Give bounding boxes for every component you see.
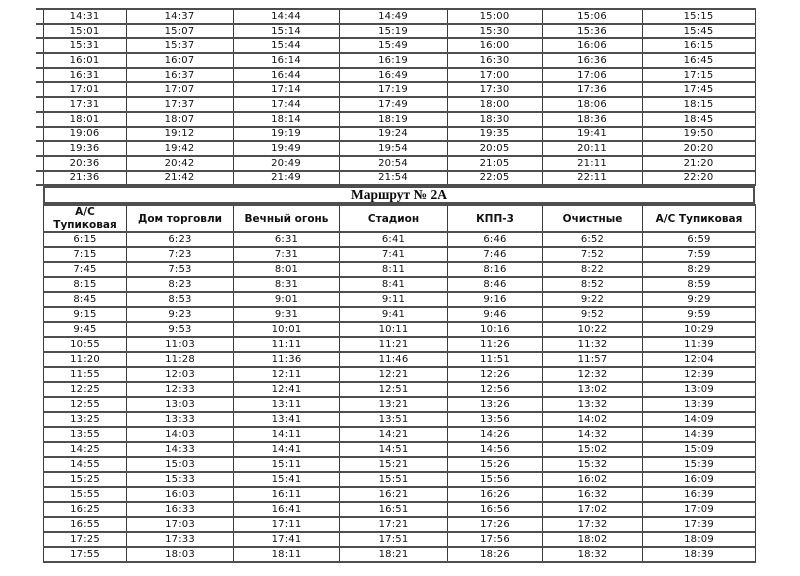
time-cell: 15:55 xyxy=(44,487,127,502)
time-cell: 14:37 xyxy=(126,9,233,24)
time-cell: 18:32 xyxy=(543,547,643,562)
time-cell: 12:56 xyxy=(448,382,543,397)
left-border-stub xyxy=(36,97,43,112)
time-cell: 14:25 xyxy=(44,442,127,457)
time-cell: 14:44 xyxy=(233,9,339,24)
time-cell: 16:15 xyxy=(642,38,755,53)
left-border-stub xyxy=(36,68,43,83)
timetable-sheet xyxy=(36,8,756,563)
time-cell: 10:55 xyxy=(44,337,127,352)
timetable-row xyxy=(44,502,756,517)
timetable-row xyxy=(44,292,756,307)
time-cell: 11:26 xyxy=(448,337,543,352)
left-border-stub xyxy=(36,127,43,142)
time-cell: 9:53 xyxy=(127,322,234,337)
time-cell: 6:52 xyxy=(543,232,643,247)
time-cell: 13:56 xyxy=(448,412,543,427)
time-cell: 20:36 xyxy=(43,156,126,171)
time-cell: 17:41 xyxy=(234,532,340,547)
time-cell: 16:26 xyxy=(448,487,543,502)
time-cell: 12:25 xyxy=(44,382,127,397)
time-cell: 18:03 xyxy=(127,547,234,562)
timetable-row xyxy=(36,38,755,53)
time-cell: 21:20 xyxy=(642,156,755,171)
time-cell: 15:39 xyxy=(643,457,756,472)
timetable-row xyxy=(44,382,756,397)
time-cell: 8:16 xyxy=(448,262,543,277)
timetable-row xyxy=(36,112,755,127)
time-cell: 17:19 xyxy=(339,82,447,97)
time-cell: 20:20 xyxy=(642,141,755,156)
time-cell: 15:19 xyxy=(339,24,447,39)
time-cell: 16:36 xyxy=(542,53,642,68)
timetable-row xyxy=(44,487,756,502)
time-cell: 22:20 xyxy=(642,171,755,186)
time-cell: 11:51 xyxy=(448,352,543,367)
time-cell: 16:45 xyxy=(642,53,755,68)
left-border-stub xyxy=(36,156,43,171)
timetable-row xyxy=(44,472,756,487)
column-header: Дом торговли xyxy=(127,205,234,232)
time-cell: 16:30 xyxy=(447,53,542,68)
time-cell: 17:06 xyxy=(542,68,642,83)
time-cell: 19:49 xyxy=(233,141,339,156)
time-cell: 17:49 xyxy=(339,97,447,112)
time-cell: 15:45 xyxy=(642,24,755,39)
time-cell: 19:54 xyxy=(339,141,447,156)
left-border-stub xyxy=(36,53,43,68)
time-cell: 21:11 xyxy=(542,156,642,171)
time-cell: 12:03 xyxy=(127,367,234,382)
time-cell: 11:32 xyxy=(543,337,643,352)
time-cell: 17:11 xyxy=(234,517,340,532)
timetable-row xyxy=(44,547,756,562)
time-cell: 8:53 xyxy=(127,292,234,307)
time-cell: 9:15 xyxy=(44,307,127,322)
time-cell: 12:32 xyxy=(543,367,643,382)
time-cell: 12:51 xyxy=(340,382,448,397)
time-cell: 20:42 xyxy=(126,156,233,171)
time-cell: 14:31 xyxy=(43,9,126,24)
time-cell: 15:26 xyxy=(448,457,543,472)
time-cell: 8:15 xyxy=(44,277,127,292)
time-cell: 8:45 xyxy=(44,292,127,307)
time-cell: 14:11 xyxy=(234,427,340,442)
time-cell: 13:21 xyxy=(340,397,448,412)
timetable-row xyxy=(36,141,755,156)
time-cell: 15:32 xyxy=(543,457,643,472)
timetable-row xyxy=(44,517,756,532)
time-cell: 20:05 xyxy=(447,141,542,156)
time-cell: 21:42 xyxy=(126,171,233,186)
time-cell: 17:25 xyxy=(44,532,127,547)
time-cell: 16:09 xyxy=(643,472,756,487)
time-cell: 18:02 xyxy=(543,532,643,547)
time-cell: 9:23 xyxy=(127,307,234,322)
time-cell: 11:28 xyxy=(127,352,234,367)
time-cell: 10:22 xyxy=(543,322,643,337)
left-border-stub xyxy=(36,112,43,127)
time-cell: 12:39 xyxy=(643,367,756,382)
time-cell: 15:07 xyxy=(126,24,233,39)
time-cell: 9:29 xyxy=(643,292,756,307)
time-cell: 8:52 xyxy=(543,277,643,292)
time-cell: 9:16 xyxy=(448,292,543,307)
time-cell: 16:44 xyxy=(233,68,339,83)
time-cell: 17:44 xyxy=(233,97,339,112)
time-cell: 7:45 xyxy=(44,262,127,277)
time-cell: 18:30 xyxy=(447,112,542,127)
time-cell: 19:06 xyxy=(43,127,126,142)
time-cell: 12:04 xyxy=(643,352,756,367)
time-cell: 19:41 xyxy=(542,127,642,142)
time-cell: 15:41 xyxy=(234,472,340,487)
time-cell: 14:39 xyxy=(643,427,756,442)
time-cell: 17:45 xyxy=(642,82,755,97)
time-cell: 16:11 xyxy=(234,487,340,502)
time-cell: 6:59 xyxy=(643,232,756,247)
time-cell: 17:14 xyxy=(233,82,339,97)
time-cell: 13:39 xyxy=(643,397,756,412)
time-cell: 9:22 xyxy=(543,292,643,307)
timetable-row xyxy=(36,97,755,112)
time-cell: 19:12 xyxy=(126,127,233,142)
time-cell: 9:59 xyxy=(643,307,756,322)
time-cell: 7:52 xyxy=(543,247,643,262)
time-cell: 17:37 xyxy=(126,97,233,112)
schedule-table xyxy=(43,204,756,563)
time-cell: 6:23 xyxy=(127,232,234,247)
time-cell: 14:41 xyxy=(234,442,340,457)
time-cell: 19:42 xyxy=(126,141,233,156)
time-cell: 16:19 xyxy=(339,53,447,68)
time-cell: 15:00 xyxy=(447,9,542,24)
time-cell: 7:46 xyxy=(448,247,543,262)
time-cell: 14:51 xyxy=(340,442,448,457)
timetable-row xyxy=(44,232,756,247)
time-cell: 10:29 xyxy=(643,322,756,337)
timetable-row xyxy=(36,24,755,39)
time-cell: 9:46 xyxy=(448,307,543,322)
time-cell: 16:07 xyxy=(126,53,233,68)
time-cell: 15:44 xyxy=(233,38,339,53)
time-cell: 14:21 xyxy=(340,427,448,442)
time-cell: 11:20 xyxy=(44,352,127,367)
time-cell: 12:21 xyxy=(340,367,448,382)
timetable-row xyxy=(44,262,756,277)
time-cell: 7:59 xyxy=(643,247,756,262)
time-cell: 16:00 xyxy=(447,38,542,53)
time-cell: 16:32 xyxy=(543,487,643,502)
timetable-row xyxy=(36,68,755,83)
left-border-stub xyxy=(36,24,43,39)
timetable-row xyxy=(44,442,756,457)
time-cell: 6:41 xyxy=(340,232,448,247)
time-cell: 10:11 xyxy=(340,322,448,337)
time-cell: 9:45 xyxy=(44,322,127,337)
time-cell: 14:26 xyxy=(448,427,543,442)
time-cell: 15:49 xyxy=(339,38,447,53)
timetable-row xyxy=(36,9,755,24)
time-cell: 8:01 xyxy=(234,262,340,277)
time-cell: 11:57 xyxy=(543,352,643,367)
timetable-row xyxy=(44,532,756,547)
time-cell: 20:49 xyxy=(233,156,339,171)
time-cell: 10:16 xyxy=(448,322,543,337)
time-cell: 17:00 xyxy=(447,68,542,83)
time-cell: 14:55 xyxy=(44,457,127,472)
time-cell: 14:32 xyxy=(543,427,643,442)
column-header: А/С Тупиковая xyxy=(44,205,127,232)
time-cell: 15:01 xyxy=(43,24,126,39)
time-cell: 11:55 xyxy=(44,367,127,382)
time-cell: 19:36 xyxy=(43,141,126,156)
time-cell: 13:51 xyxy=(340,412,448,427)
time-cell: 18:14 xyxy=(233,112,339,127)
time-cell: 13:02 xyxy=(543,382,643,397)
time-cell: 17:55 xyxy=(44,547,127,562)
timetable-row xyxy=(44,412,756,427)
upper-times-body xyxy=(36,9,755,185)
time-cell: 8:29 xyxy=(643,262,756,277)
time-cell: 20:54 xyxy=(339,156,447,171)
time-cell: 12:26 xyxy=(448,367,543,382)
time-cell: 17:15 xyxy=(642,68,755,83)
time-cell: 8:22 xyxy=(543,262,643,277)
time-cell: 13:32 xyxy=(543,397,643,412)
timetable-row xyxy=(44,352,756,367)
time-cell: 15:30 xyxy=(447,24,542,39)
time-cell: 16:33 xyxy=(127,502,234,517)
time-cell: 16:41 xyxy=(234,502,340,517)
time-cell: 17:26 xyxy=(448,517,543,532)
time-cell: 18:11 xyxy=(234,547,340,562)
schedule-header xyxy=(44,205,756,232)
time-cell: 15:03 xyxy=(127,457,234,472)
timetable-row xyxy=(36,156,755,171)
time-cell: 18:09 xyxy=(643,532,756,547)
time-cell: 15:25 xyxy=(44,472,127,487)
time-cell: 15:02 xyxy=(543,442,643,457)
time-cell: 11:46 xyxy=(340,352,448,367)
time-cell: 15:06 xyxy=(542,9,642,24)
time-cell: 15:33 xyxy=(127,472,234,487)
time-cell: 17:33 xyxy=(127,532,234,547)
time-cell: 17:39 xyxy=(643,517,756,532)
time-cell: 16:01 xyxy=(43,53,126,68)
upper-times-table xyxy=(36,8,756,186)
left-border-stub xyxy=(36,9,43,24)
column-header: Вечный огонь xyxy=(234,205,340,232)
time-cell: 16:37 xyxy=(126,68,233,83)
time-cell: 11:03 xyxy=(127,337,234,352)
time-cell: 12:55 xyxy=(44,397,127,412)
timetable-row xyxy=(44,427,756,442)
time-cell: 17:56 xyxy=(448,532,543,547)
time-cell: 16:06 xyxy=(542,38,642,53)
time-cell: 18:19 xyxy=(339,112,447,127)
time-cell: 15:36 xyxy=(542,24,642,39)
timetable-row xyxy=(44,247,756,262)
time-cell: 22:11 xyxy=(542,171,642,186)
time-cell: 16:51 xyxy=(340,502,448,517)
time-cell: 18:39 xyxy=(643,547,756,562)
time-cell: 15:09 xyxy=(643,442,756,457)
time-cell: 6:15 xyxy=(44,232,127,247)
time-cell: 17:02 xyxy=(543,502,643,517)
time-cell: 18:26 xyxy=(448,547,543,562)
left-border-stub xyxy=(36,38,43,53)
time-cell: 22:05 xyxy=(447,171,542,186)
time-cell: 13:26 xyxy=(448,397,543,412)
time-cell: 8:46 xyxy=(448,277,543,292)
time-cell: 13:03 xyxy=(127,397,234,412)
time-cell: 11:21 xyxy=(340,337,448,352)
time-cell: 19:50 xyxy=(642,127,755,142)
time-cell: 7:23 xyxy=(127,247,234,262)
time-cell: 17:31 xyxy=(43,97,126,112)
time-cell: 18:15 xyxy=(642,97,755,112)
time-cell: 18:06 xyxy=(542,97,642,112)
column-header: Стадион xyxy=(340,205,448,232)
timetable-row xyxy=(44,307,756,322)
time-cell: 16:02 xyxy=(543,472,643,487)
time-cell: 17:32 xyxy=(543,517,643,532)
time-cell: 9:41 xyxy=(340,307,448,322)
time-cell: 21:49 xyxy=(233,171,339,186)
timetable-row xyxy=(44,457,756,472)
time-cell: 7:31 xyxy=(234,247,340,262)
time-cell: 19:35 xyxy=(447,127,542,142)
time-cell: 18:07 xyxy=(126,112,233,127)
time-cell: 16:55 xyxy=(44,517,127,532)
time-cell: 11:36 xyxy=(234,352,340,367)
time-cell: 17:09 xyxy=(643,502,756,517)
time-cell: 14:09 xyxy=(643,412,756,427)
time-cell: 12:41 xyxy=(234,382,340,397)
time-cell: 6:46 xyxy=(448,232,543,247)
time-cell: 18:01 xyxy=(43,112,126,127)
time-cell: 15:31 xyxy=(43,38,126,53)
timetable-row xyxy=(36,171,755,186)
left-border-stub xyxy=(36,171,43,186)
time-cell: 20:11 xyxy=(542,141,642,156)
column-header: КПП-3 xyxy=(448,205,543,232)
time-cell: 8:41 xyxy=(340,277,448,292)
left-border-stub xyxy=(36,82,43,97)
route-title: Маршрут № 2А xyxy=(43,186,755,204)
timetable-row xyxy=(36,127,755,142)
column-header: А/С Тупиковая xyxy=(643,205,756,232)
time-cell: 11:39 xyxy=(643,337,756,352)
time-cell: 13:33 xyxy=(127,412,234,427)
time-cell: 10:01 xyxy=(234,322,340,337)
time-cell: 17:36 xyxy=(542,82,642,97)
time-cell: 15:11 xyxy=(234,457,340,472)
time-cell: 19:24 xyxy=(339,127,447,142)
time-cell: 18:36 xyxy=(542,112,642,127)
time-cell: 6:31 xyxy=(234,232,340,247)
timetable-row xyxy=(44,397,756,412)
time-cell: 8:23 xyxy=(127,277,234,292)
time-cell: 12:33 xyxy=(127,382,234,397)
time-cell: 13:25 xyxy=(44,412,127,427)
time-cell: 17:51 xyxy=(340,532,448,547)
time-cell: 13:55 xyxy=(44,427,127,442)
schedule-body xyxy=(44,232,756,562)
time-cell: 18:00 xyxy=(447,97,542,112)
time-cell: 9:11 xyxy=(340,292,448,307)
time-cell: 14:02 xyxy=(543,412,643,427)
time-cell: 15:21 xyxy=(340,457,448,472)
time-cell: 13:41 xyxy=(234,412,340,427)
time-cell: 21:05 xyxy=(447,156,542,171)
time-cell: 18:45 xyxy=(642,112,755,127)
column-header-row xyxy=(44,205,756,232)
time-cell: 7:41 xyxy=(340,247,448,262)
timetable-row xyxy=(44,337,756,352)
time-cell: 15:51 xyxy=(340,472,448,487)
time-cell: 14:33 xyxy=(127,442,234,457)
time-cell: 14:49 xyxy=(339,9,447,24)
time-cell: 15:14 xyxy=(233,24,339,39)
time-cell: 16:49 xyxy=(339,68,447,83)
time-cell: 21:36 xyxy=(43,171,126,186)
time-cell: 14:03 xyxy=(127,427,234,442)
time-cell: 8:31 xyxy=(234,277,340,292)
left-border-stub xyxy=(36,141,43,156)
time-cell: 15:15 xyxy=(642,9,755,24)
time-cell: 17:30 xyxy=(447,82,542,97)
time-cell: 7:15 xyxy=(44,247,127,262)
time-cell: 17:01 xyxy=(43,82,126,97)
time-cell: 13:11 xyxy=(234,397,340,412)
timetable-row xyxy=(44,322,756,337)
timetable-row xyxy=(36,82,755,97)
time-cell: 13:09 xyxy=(643,382,756,397)
time-cell: 16:03 xyxy=(127,487,234,502)
time-cell: 15:37 xyxy=(126,38,233,53)
time-cell: 16:56 xyxy=(448,502,543,517)
time-cell: 14:56 xyxy=(448,442,543,457)
time-cell: 9:31 xyxy=(234,307,340,322)
time-cell: 16:21 xyxy=(340,487,448,502)
time-cell: 16:14 xyxy=(233,53,339,68)
time-cell: 8:11 xyxy=(340,262,448,277)
time-cell: 7:53 xyxy=(127,262,234,277)
time-cell: 16:39 xyxy=(643,487,756,502)
time-cell: 15:56 xyxy=(448,472,543,487)
time-cell: 16:25 xyxy=(44,502,127,517)
time-cell: 17:21 xyxy=(340,517,448,532)
time-cell: 19:19 xyxy=(233,127,339,142)
timetable-row xyxy=(36,53,755,68)
column-header: Очистные xyxy=(543,205,643,232)
timetable-row xyxy=(44,367,756,382)
time-cell: 18:21 xyxy=(340,547,448,562)
time-cell: 17:03 xyxy=(127,517,234,532)
time-cell: 9:01 xyxy=(234,292,340,307)
timetable-row xyxy=(44,277,756,292)
time-cell: 21:54 xyxy=(339,171,447,186)
time-cell: 9:52 xyxy=(543,307,643,322)
time-cell: 17:07 xyxy=(126,82,233,97)
time-cell: 11:11 xyxy=(234,337,340,352)
time-cell: 8:59 xyxy=(643,277,756,292)
time-cell: 12:11 xyxy=(234,367,340,382)
time-cell: 16:31 xyxy=(43,68,126,83)
